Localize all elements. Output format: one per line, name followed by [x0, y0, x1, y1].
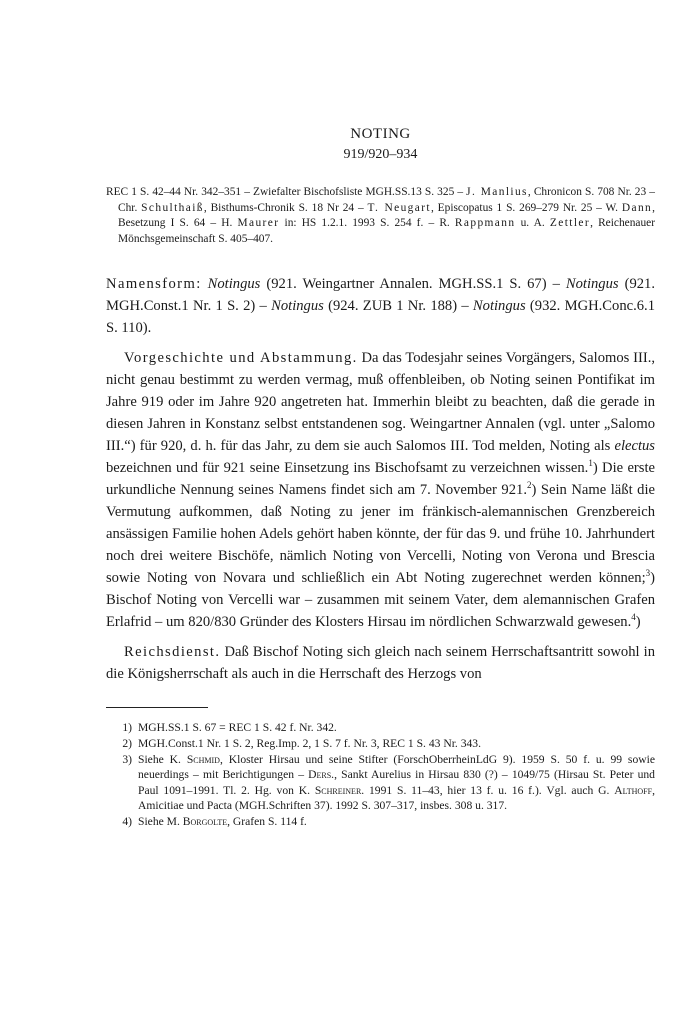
text-run: , Amicitiae und Pacta (MGH.Schriften 37). 1992 S. 307–317, insbes. 308 u. 317.: [138, 783, 655, 813]
italic-term: Notingus: [472, 298, 526, 315]
footnote: [106, 720, 655, 736]
footnote: [106, 736, 655, 752]
text-run: Siehe K.: [138, 752, 187, 766]
footnote-text: [138, 814, 655, 830]
footnote-number: 3): [122, 752, 132, 766]
author-name: Schmid: [186, 752, 220, 766]
text-run: MGH.SS.1 S. 67 = REC 1 S. 42 f. Nr. 342.: [138, 721, 337, 735]
author-name: Ders.: [308, 768, 335, 782]
text-run: Da das Todesjahr seines Vorgängers, Salomos III., nicht genau bestimmt zu werden vermag, muß offenbleiben, ob Noting seinen Pontifikat im Jahre 919 oder im Jahre 920 angetreten hat. Immerhin bleibt zu beachten, daß die gerade in diesen Jahren in Konstanz selbst entstandenen sog. Weingartner Annalen (vgl. unter „Salomo III.“) für 920, d. h. für das Jahr, zu dem sie auch Salomos III. Tod melden, Noting als: [106, 350, 655, 455]
reference-list: [106, 185, 655, 247]
paragraph: [106, 641, 655, 685]
footnotes: [106, 720, 655, 829]
section-label: Vorgeschichte und Abstammung.: [124, 350, 358, 367]
text-run: u. A.: [515, 217, 550, 230]
text-run: , Sankt Aurelius in Hirsau 830 (?) – 1049/75 (Hirsau St. Peter und Paul 1091–1991. Tl. 2. Hg. von K.: [138, 768, 655, 797]
italic-term: Notingus: [565, 276, 619, 293]
footnote: [106, 752, 655, 814]
section-label: Reichsdienst.: [124, 644, 221, 661]
text-run: , Chronicon S. 708 Nr. 23 – Chr.: [118, 186, 655, 214]
text-run: , Besetzung I S. 64 – H.: [118, 201, 656, 230]
footnote-text: [138, 720, 655, 736]
footnote-ref: 2: [526, 480, 532, 491]
paragraph: [106, 273, 655, 339]
section-label: Namensform:: [106, 276, 202, 293]
footnote-ref: 4: [631, 612, 636, 623]
text-run: (932. MGH.Conc.6.1 S. 110).: [106, 298, 655, 337]
text-run: , Reichenauer Mönchsgemeinschaft S. 405–407.: [118, 217, 655, 245]
text-run: , Bisthums-Chronik S. 18 Nr 24 –: [203, 201, 368, 214]
italic-term: Notingus: [271, 298, 324, 315]
section-label: Zettler: [549, 217, 591, 230]
section-label: J. Manlius: [466, 186, 528, 198]
footnote-number: 2): [122, 736, 132, 750]
footnote-text: [138, 736, 655, 752]
text-run: (924. ZUB 1 Nr. 188) –: [323, 298, 473, 315]
entry-years: 919/920–934: [343, 147, 418, 162]
text-run: (921. MGH.Const.1 Nr. 1 S. 2) –: [106, 276, 655, 315]
text-run: REC 1 S. 42–44 Nr. 342–351 – Zwiefalter Bischofsliste MGH.SS.13 S. 325 –: [106, 186, 467, 198]
author-name: Borgolte: [182, 814, 228, 828]
section-label: Rappmann: [454, 217, 516, 230]
text-run: bezeichnen und für 921 seine Einsetzung ins Bischofsamt zu verzeichnen wissen.: [106, 460, 589, 477]
section-label: Maurer: [237, 217, 280, 230]
document-page: [106, 120, 655, 830]
footnote-ref: 3: [645, 568, 651, 579]
footnote-ref: 1: [588, 458, 593, 469]
section-label: Dann: [621, 201, 653, 214]
text-run: Siehe M.: [138, 814, 183, 828]
text-run: in: HS 1.2.1. 1993 S. 254 f. – R.: [279, 217, 455, 230]
text-run: (921. Weingartner Annalen. MGH.SS.1 S. 67) –: [260, 276, 566, 293]
entry-title: NOTING: [350, 126, 411, 142]
italic-term: Notingus: [207, 276, 261, 293]
text-run: , Grafen S. 114 f.: [227, 814, 307, 828]
text-run: , Kloster Hirsau und seine Stifter (ForschOberrheinLdG 9). 1959 S. 50 f. u. 99 sowie neuerdings – mit Berichtigungen –: [138, 752, 655, 782]
text-run: . 1991 S. 11–43, hier 13 f. u. 16 f.). Vgl. auch G.: [361, 783, 615, 797]
text-run: Daß Bischof Noting sich gleich nach seinem Herrschaftsantritt sowohl in die Königsherrschaft als auch in die Herrschaft des Herzogs von: [106, 644, 655, 683]
footnote-number: 1): [122, 721, 132, 735]
body-text: [106, 273, 655, 685]
footnote: [106, 814, 655, 830]
text-run: ) Bischof Noting von Vercelli war – zusammen mit seinem Vater, dem alemannischen Grafen Erlafrid – um 820/830 Gründer des Klosters Hirsau im nördlichen Schwarzwald gewesen.: [106, 570, 655, 631]
footnote-text: [138, 752, 655, 814]
section-label: T. Neugart: [367, 201, 431, 214]
text-run: ) Die erste urkundliche Nennung seines Namens findet sich am 7. November 921.: [106, 460, 655, 499]
text-run: MGH.Const.1 Nr. 1 S. 2, Reg.Imp. 2, 1 S. 7 f. Nr. 3, REC 1 S. 43 Nr. 343.: [138, 736, 482, 750]
author-name: Schreiner: [314, 783, 362, 797]
section-label: Schulthaiß: [141, 201, 204, 214]
italic-term: electus: [614, 438, 655, 455]
text-run: ): [635, 614, 641, 631]
text-run: ) Sein Name läßt die Vermutung aufkommen, daß Noting zu jener im fränkisch-alemannischen Grenzbereich ansässigen Familie hohen Adels gehört haben könnte, der für das 9. und frühe 10. Jahrhundert noch drei weitere Bischöfe, nämlich Noting von Vercelli, Noting von Verona und Brescia sowie Noting von Novara und schließlich ein Abt Noting zugerechnet werden können;: [106, 482, 655, 587]
paragraph: [106, 347, 655, 633]
text-run: , Episcopatus 1 S. 269–279 Nr. 25 – W.: [430, 201, 622, 214]
footnote-number: 4): [122, 814, 132, 828]
author-name: Althoff: [614, 783, 653, 797]
footnote-divider: [106, 707, 208, 708]
